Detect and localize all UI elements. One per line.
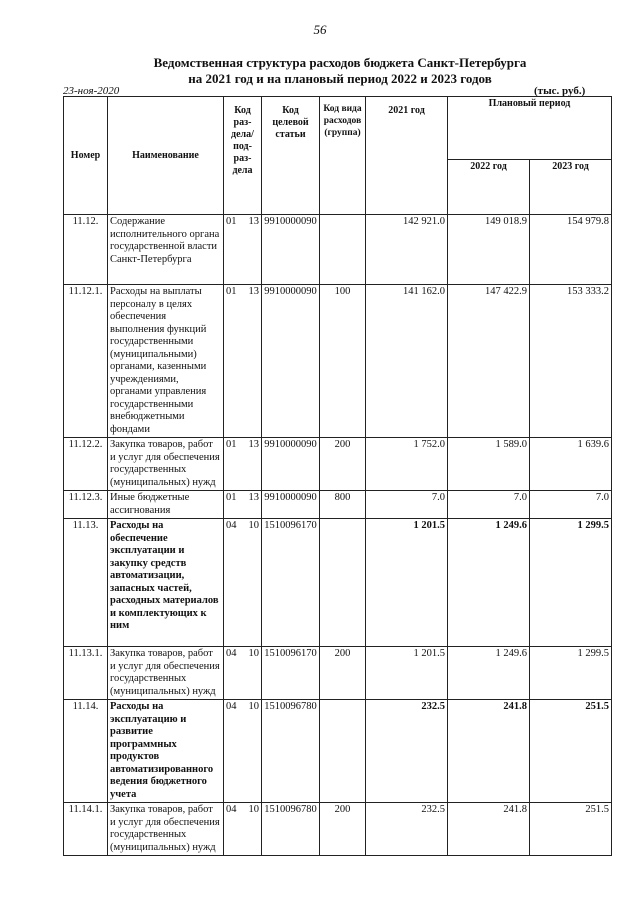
subsection-code: 10 [248, 520, 259, 531]
row-target-code: 9910000090 [262, 215, 320, 285]
subsection-code: 13 [248, 439, 259, 450]
row-target-code: 1510096170 [262, 647, 320, 700]
row-2021: 1 201.5 [366, 519, 448, 647]
row-name: Иные бюджетные ассигнования [108, 491, 224, 519]
row-2022: 241.8 [448, 700, 530, 803]
row-section-code [224, 647, 262, 700]
row-section-code [224, 519, 262, 647]
table-row [64, 700, 612, 803]
title-line-1: Ведомственная структура расходов бюджета Санкт-Петербурга [153, 55, 527, 70]
subsection-code: 13 [248, 492, 259, 503]
row-section-code [224, 700, 262, 803]
row-name: Закупка товаров, работ и услуг для обеспечения государственных (муниципальных) нужд [108, 647, 224, 700]
subsection-code: 10 [248, 648, 259, 659]
row-expense-type: 800 [320, 491, 366, 519]
row-name: Расходы на выплаты персоналу в целях обеспечения выполнения функций государственными (муниципальными) органами, казенными учреждениями, органами управления государственными внебюджетными фондами [108, 285, 224, 438]
row-2022: 149 018.9 [448, 215, 530, 285]
header-target-code: Код целевой статьи [262, 97, 320, 215]
row-target-code: 1510096780 [262, 803, 320, 856]
table-row [64, 491, 612, 519]
row-number: 11.14.1. [64, 803, 108, 856]
row-expense-type: 200 [320, 647, 366, 700]
row-expense-type [320, 215, 366, 285]
row-name: Содержание исполнительного органа государственной власти Санкт-Петербурга [108, 215, 224, 285]
row-expense-type: 200 [320, 803, 366, 856]
row-target-code: 9910000090 [262, 438, 320, 491]
header-name: Наименование [108, 97, 224, 215]
row-section-code [224, 285, 262, 438]
row-section-code [224, 803, 262, 856]
row-2021: 141 162.0 [366, 285, 448, 438]
row-2021: 142 921.0 [366, 215, 448, 285]
header-expense-type: Код вида расходов (группа) [320, 97, 366, 215]
row-2023: 251.5 [530, 700, 612, 803]
title-line-2: на 2021 год и на плановый период 2022 и 2023 годов [188, 71, 492, 86]
header-2022: 2022 год [448, 159, 530, 214]
section-code: 04 [226, 648, 237, 659]
row-section-code [224, 215, 262, 285]
row-name: Закупка товаров, работ и услуг для обеспечения государственных (муниципальных) нужд [108, 803, 224, 856]
row-2023: 251.5 [530, 803, 612, 856]
page-number: 56 [313, 22, 327, 37]
subsection-code: 13 [248, 216, 259, 227]
row-number: 11.12.1. [64, 285, 108, 438]
header-plan-period: Плановый период [448, 97, 612, 160]
header-section-code: Код раз-дела/ под-раз-дела [224, 97, 262, 215]
row-section-code [224, 491, 262, 519]
row-2022: 147 422.9 [448, 285, 530, 438]
row-2021: 232.5 [366, 803, 448, 856]
subsection-code: 10 [248, 701, 259, 712]
document-title [0, 55, 640, 87]
row-2022: 1 249.6 [448, 647, 530, 700]
row-2023: 1 639.6 [530, 438, 612, 491]
section-code: 04 [226, 520, 237, 531]
section-code: 04 [226, 701, 237, 712]
row-2021: 1 201.5 [366, 647, 448, 700]
row-target-code: 9910000090 [262, 285, 320, 438]
row-expense-type: 100 [320, 285, 366, 438]
table-body [64, 215, 612, 856]
section-code: 01 [226, 492, 237, 503]
section-code: 01 [226, 286, 237, 297]
units-label: (тыс. руб.) [534, 85, 586, 97]
row-2021: 1 752.0 [366, 438, 448, 491]
row-2023: 7.0 [530, 491, 612, 519]
header-number: Номер [64, 97, 108, 215]
table-row [64, 215, 612, 285]
subsection-code: 10 [248, 804, 259, 815]
row-number: 11.12. [64, 215, 108, 285]
row-2023: 1 299.5 [530, 519, 612, 647]
row-section-code [224, 438, 262, 491]
row-expense-type [320, 700, 366, 803]
table-row [64, 647, 612, 700]
row-target-code: 1510096780 [262, 700, 320, 803]
row-name: Расходы на эксплуатацию и развитие программных продуктов автоматизированного ведения бюджетного учета [108, 700, 224, 803]
row-number: 11.13.1. [64, 647, 108, 700]
header-2021: 2021 год [366, 97, 448, 215]
row-2023: 153 333.2 [530, 285, 612, 438]
row-2021: 232.5 [366, 700, 448, 803]
row-name: Расходы на обеспечение эксплуатации и закупку средств автоматизации, запасных частей, расходных материалов и комплектующих к ним [108, 519, 224, 647]
row-2021: 7.0 [366, 491, 448, 519]
row-2022: 1 249.6 [448, 519, 530, 647]
table-row [64, 803, 612, 856]
table-row [64, 285, 612, 438]
row-2022: 7.0 [448, 491, 530, 519]
row-2023: 1 299.5 [530, 647, 612, 700]
row-name: Закупка товаров, работ и услуг для обеспечения государственных (муниципальных) нужд [108, 438, 224, 491]
section-code: 01 [226, 439, 237, 450]
row-target-code: 9910000090 [262, 491, 320, 519]
row-expense-type: 200 [320, 438, 366, 491]
row-expense-type [320, 519, 366, 647]
row-2022: 241.8 [448, 803, 530, 856]
row-target-code: 1510096170 [262, 519, 320, 647]
section-code: 04 [226, 804, 237, 815]
row-number: 11.14. [64, 700, 108, 803]
table-header [64, 97, 612, 215]
row-number: 11.12.3. [64, 491, 108, 519]
table-row [64, 438, 612, 491]
row-number: 11.12.2. [64, 438, 108, 491]
row-2023: 154 979.8 [530, 215, 612, 285]
table-row [64, 519, 612, 647]
expense-table [63, 96, 612, 856]
header-2023: 2023 год [530, 159, 612, 214]
row-number: 11.13. [64, 519, 108, 647]
section-code: 01 [226, 216, 237, 227]
document-date: 23-ноя-2020 [63, 85, 120, 97]
subsection-code: 13 [248, 286, 259, 297]
row-2022: 1 589.0 [448, 438, 530, 491]
